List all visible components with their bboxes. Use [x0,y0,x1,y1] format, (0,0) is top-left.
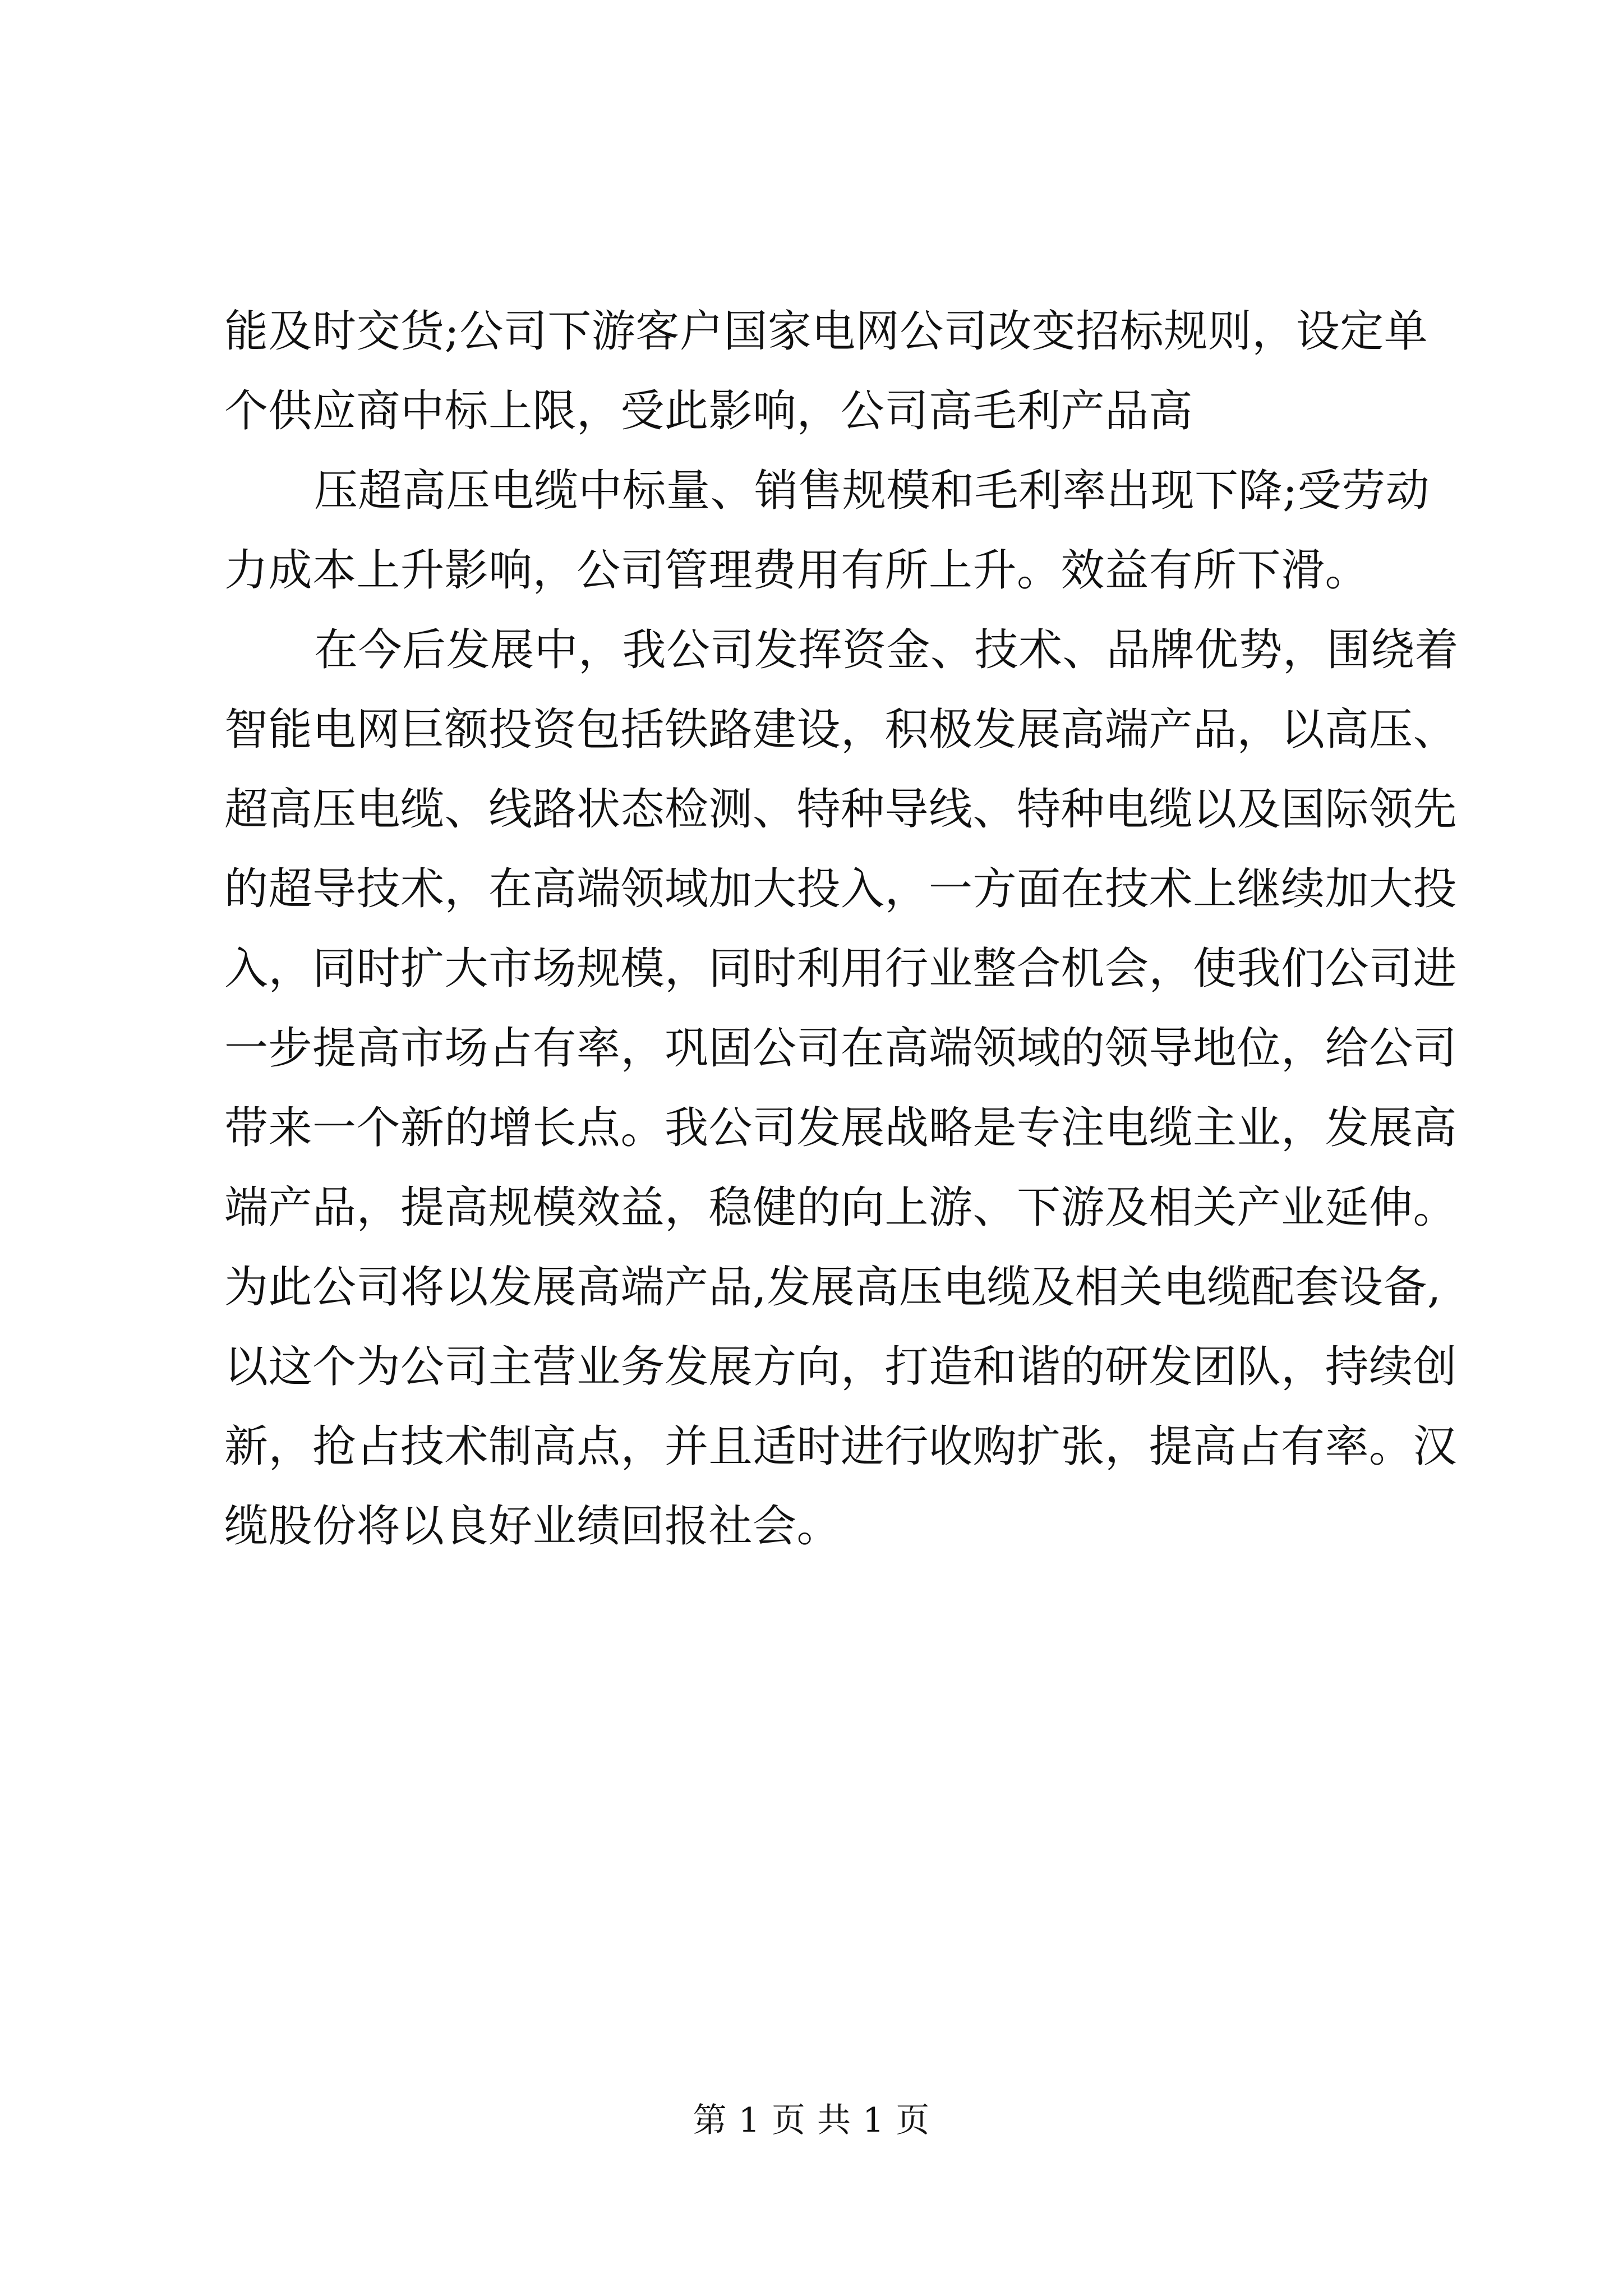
body-line-16: 缆股份将以良好业绩回报社会。 [224,1501,841,1552]
body-line-1: 能及时交货;公司下游客户国家电网公司改变招标规则，设定单 [224,306,1428,357]
body-line-2: 个供应商中标上限，受此影响，公司高毛利产品高 [224,386,1193,436]
body-line-4: 力成本上升影响，公司管理费用有所上升。效益有所下滑。 [224,545,1370,596]
body-line-5: 在今后发展中，我公司发挥资金、技术、品牌优势，围绕着 [314,625,1459,675]
body-line-11: 带来一个新的增长点。我公司发展战略是专注电缆主业，发展高 [224,1103,1458,1153]
body-line-6: 智能电网巨额投资包括铁路建设，积极发展高端产品，以高压、 [224,705,1458,755]
body-line-3: 压超高压电缆中标量、销售规模和毛利率出现下降;受劳动 [314,466,1430,516]
body-line-10: 一步提高市场占有率，巩固公司在高端领域的领导地位，给公司 [224,1023,1458,1074]
body-line-9: 入，同时扩大市场规模，同时利用行业整合机会，使我们公司进 [224,944,1458,994]
body-line-8: 的超导技术，在高端领域加大投入，一方面在技术上继续加大投 [224,864,1458,914]
document-body [224,292,1459,1566]
body-line-7: 超高压电缆、线路状态检测、特种导线、特种电缆以及国际领先 [224,784,1458,835]
body-line-15: 新，抢占技术制高点，并且适时进行收购扩张，提高占有率。汉 [224,1421,1458,1472]
body-line-12: 端产品，提高规模效益，稳健的向上游、下游及相关产业延伸。 [224,1182,1458,1233]
body-line-13: 为此公司将以发展高端产品,发展高压电缆及相关电缆配套设备, [224,1262,1442,1313]
page-number-footer: 第 1 页 共 1 页 [693,2101,930,2140]
body-line-14: 以这个为公司主营业务发展方向，打造和谐的研发团队，持续创 [224,1342,1458,1392]
